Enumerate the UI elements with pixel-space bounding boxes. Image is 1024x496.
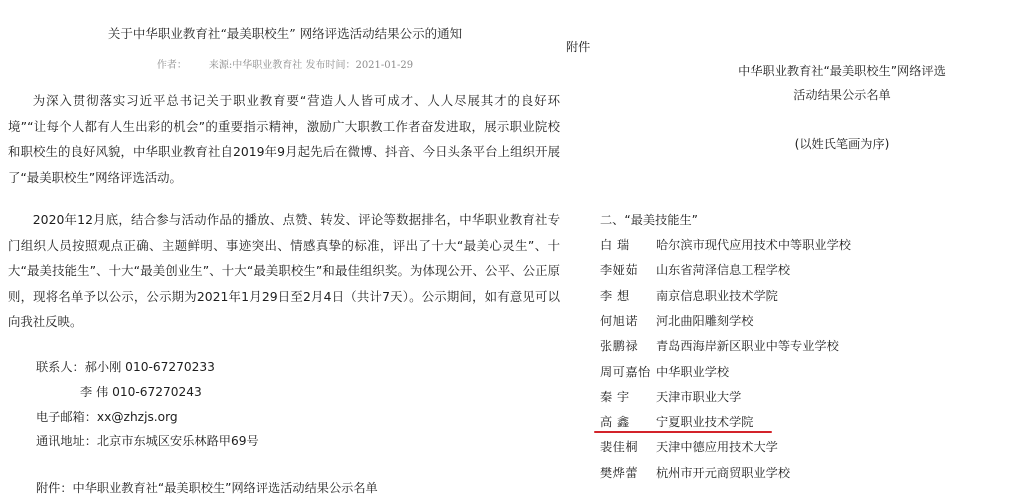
author-label: 作者： <box>156 60 187 71</box>
winner-name: 樊烨蕾 <box>600 465 639 480</box>
winner-entry <box>600 438 778 455</box>
notice-paragraph-1: 为深入贯彻落实习近平总书记关于职业教育要“营造人人皆可成才、人人尽展其才的良好环境”“让每个人都有人生出彩的机会”的重要指示精神，激励广大职教工作者奋发进取，展示职业院校和职校生的良好风貌，中华职业教育社自2019年9月起先后在微博、抖音、今日头条平台上组织开展了“最美职校生”网络评选活动。 <box>8 93 560 185</box>
winner-name: 张鹏禄 <box>600 339 639 354</box>
highlight-underline <box>594 431 772 433</box>
winner-name: 周可嘉怡 <box>600 364 651 379</box>
winner-entry <box>600 261 790 278</box>
winner-entry <box>600 363 729 380</box>
order-note: (以姓氏笔画为序) <box>794 137 890 151</box>
notice-paragraph-2: 2020年12月底，结合参与活动作品的播放、点赞、转发、评论等数据排名，中华职业教育社专门组织人员按照观点正确、主题鲜明、事迹突出、情感真挚的标准，评出了十大“最美心灵生”、十大“最美技能生”、十大“最美创业生”、十大“最美职校生”和最佳组织奖。为体现公开、公平、公正原则，现将名单予以公示，公示期为2021年1月29日至2月4日（共计7天）。公示期间，如有意见可以向我社反映。 <box>8 212 560 329</box>
contact-email: 电子邮箱：xx@zhzjs.org <box>36 410 178 424</box>
section-heading: 二、“最美技能生” <box>600 213 698 227</box>
winner-name: 李 想 <box>600 288 630 303</box>
attachment-note: 附件：中华职业教育社“最美职校生”网络评选活动结果公示名单 <box>36 481 378 495</box>
winner-school: 哈尔滨市现代应用技术中等职业学校 <box>656 238 851 252</box>
source-label: 来源:中华职业教育社 <box>208 60 303 71</box>
winner-entry <box>600 287 778 304</box>
winner-name: 李娅茹 <box>600 263 639 278</box>
winner-entry <box>600 312 754 329</box>
winner-entry <box>600 337 839 354</box>
winner-school: 天津中德应用技术大学 <box>656 440 778 455</box>
winner-entry <box>600 388 741 405</box>
winner-school: 天津市职业大学 <box>656 389 742 404</box>
winner-entry <box>600 236 851 253</box>
contact-person-2: 李 伟 010-67270243 <box>80 385 202 399</box>
winner-name: 白 瑞 <box>600 238 630 252</box>
notice-meta <box>0 56 570 71</box>
notice-title: 关于中华职业教育社“最美职校生” 网络评选活动结果公示的通知 <box>107 26 463 41</box>
winner-school: 中华职业学校 <box>656 364 730 379</box>
winner-school: 宁夏职业技术学院 <box>656 415 754 430</box>
winner-name: 秦 宇 <box>600 389 630 404</box>
attachment-title-line1: 中华职业教育社“最美职校生”网络评选 <box>738 64 946 78</box>
winner-entry <box>600 413 754 430</box>
attachment-label: 附件 <box>566 40 591 54</box>
contact-person-1: 联系人：郝小刚 010-67270233 <box>36 360 215 374</box>
winner-school: 山东省菏泽信息工程学校 <box>656 263 791 278</box>
winner-school: 河北曲阳雕刻学校 <box>656 313 754 328</box>
winner-name: 高 鑫 <box>600 415 630 430</box>
winner-school: 南京信息职业技术学院 <box>656 288 778 303</box>
publish-date: 发布时间：2021-01-29 <box>305 60 414 71</box>
contact-address: 通讯地址：北京市东城区安乐林路甲69号 <box>36 434 259 448</box>
winner-name: 何旭诺 <box>600 313 639 328</box>
winner-school: 青岛西海岸新区职业中等专业学校 <box>656 339 839 354</box>
winner-school: 杭州市开元商贸职业学校 <box>656 465 791 480</box>
winner-name: 裴佳桐 <box>600 440 639 455</box>
winner-entry <box>600 464 790 481</box>
attachment-title-line2: 活动结果公示名单 <box>793 88 891 102</box>
